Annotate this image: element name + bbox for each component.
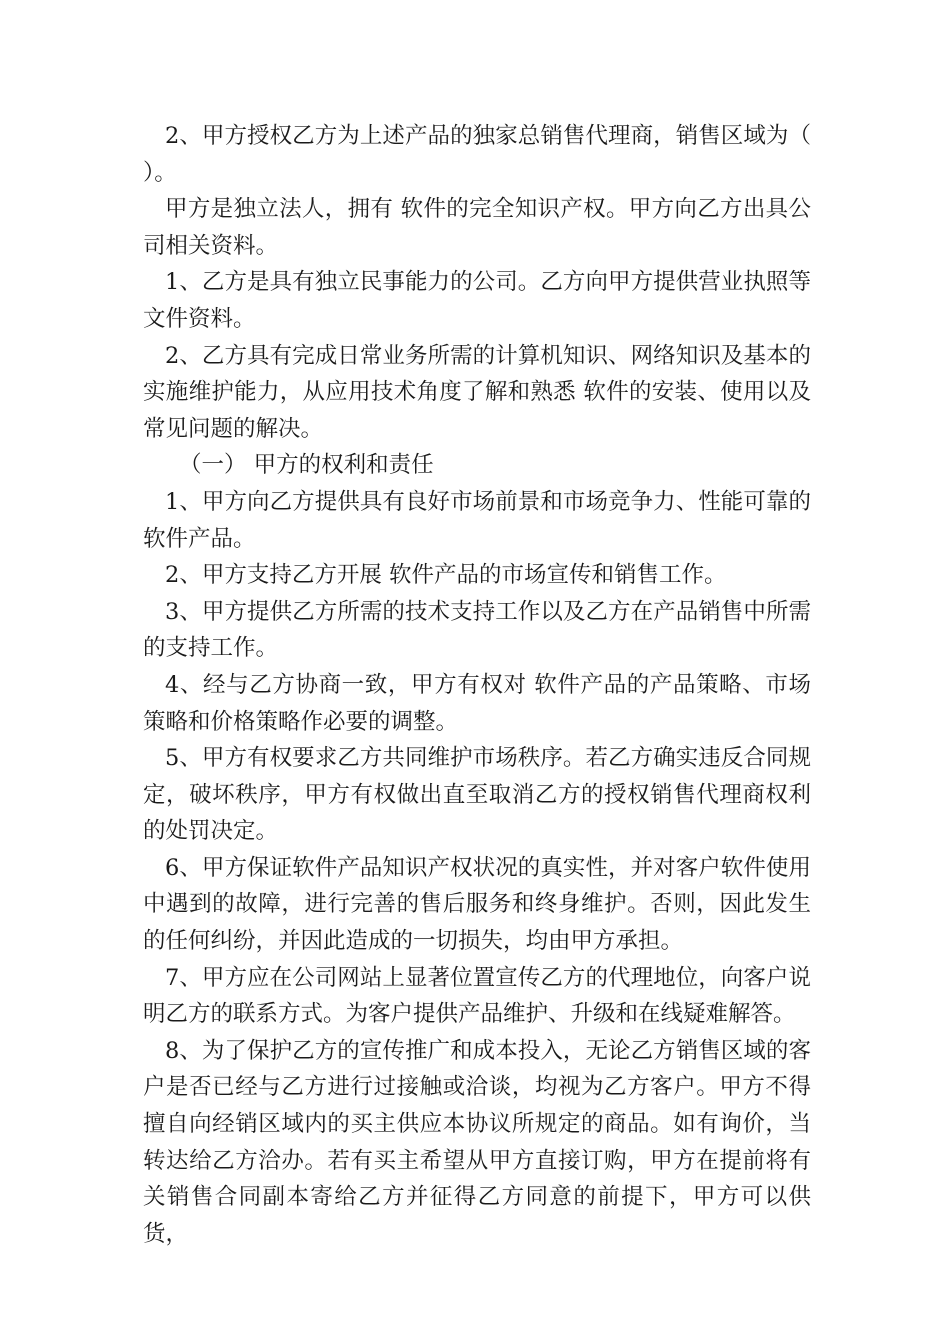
section-heading-party-a-rights: （一） 甲方的权利和责任 (179, 452, 434, 479)
paragraph-clause-8: 8、为了保护乙方的宣传推广和成本投入，无论乙方销售区域的客户是否已经与乙方进行过接触或洽谈，均视为乙方客户。甲方不得擅自向经销区域内的买主供应本协议所规定的商品。如有询价，当转达给乙方洽办。若有买主希望从甲方直接订购，甲方在提前将有关销售合同副本寄给乙方并征得乙方同意的前提下，甲方可以供货， (143, 1037, 811, 1247)
paragraph-clause-2: 2、甲方支持乙方开展 软件产品的市场宣传和销售工作。 (165, 562, 727, 589)
paragraph-authorization: 2、甲方授权乙方为上述产品的独家总销售代理商，销售区域为（ ）。 (143, 123, 811, 186)
paragraph-clause-6: 6、甲方保证软件产品知识产权状况的真实性，并对客户软件使用中遇到的故障，进行完善的售后服务和终身维护。否则，因此发生的任何纠纷，并因此造成的一切损失，均由甲方承担。 (143, 854, 811, 955)
paragraph-clause-4: 4、经与乙方协商一致，甲方有权对 软件产品的产品策略、市场策略和价格策略作必要的调整。 (143, 671, 811, 735)
paragraph-party-a-legal-entity: 甲方是独立法人，拥有 软件的完全知识产权。甲方向乙方出具公司相关资料。 (143, 196, 811, 259)
paragraph-clause-1: 1、甲方向乙方提供具有良好市场前景和市场竞争力、性能可靠的软件产品。 (143, 488, 811, 552)
paragraph-clause-3: 3、甲方提供乙方所需的技术支持工作以及乙方在产品销售中所需的支持工作。 (143, 598, 811, 662)
paragraph-clause-5: 5、甲方有权要求乙方共同维护市场秩序。若乙方确实违反合同规定，破坏秩序，甲方有权做出直至取消乙方的授权销售代理商权利的处罚决定。 (143, 745, 811, 845)
paragraph-party-b-technical-ability: 2、乙方具有完成日常业务所需的计算机知识、网络知识及基本的实施维护能力，从应用技术角度了解和熟悉 软件的安装、使用以及常见问题的解决。 (143, 342, 811, 442)
paragraph-clause-7: 7、甲方应在公司网站上显著位置宣传乙方的代理地位，向客户说明乙方的联系方式。为客户提供产品维护、升级和在线疑难解答。 (143, 964, 811, 1028)
paragraph-party-b-capacity: 1、乙方是具有独立民事能力的公司。乙方向甲方提供营业执照等文件资料。 (143, 269, 811, 332)
document-body (143, 118, 811, 1252)
